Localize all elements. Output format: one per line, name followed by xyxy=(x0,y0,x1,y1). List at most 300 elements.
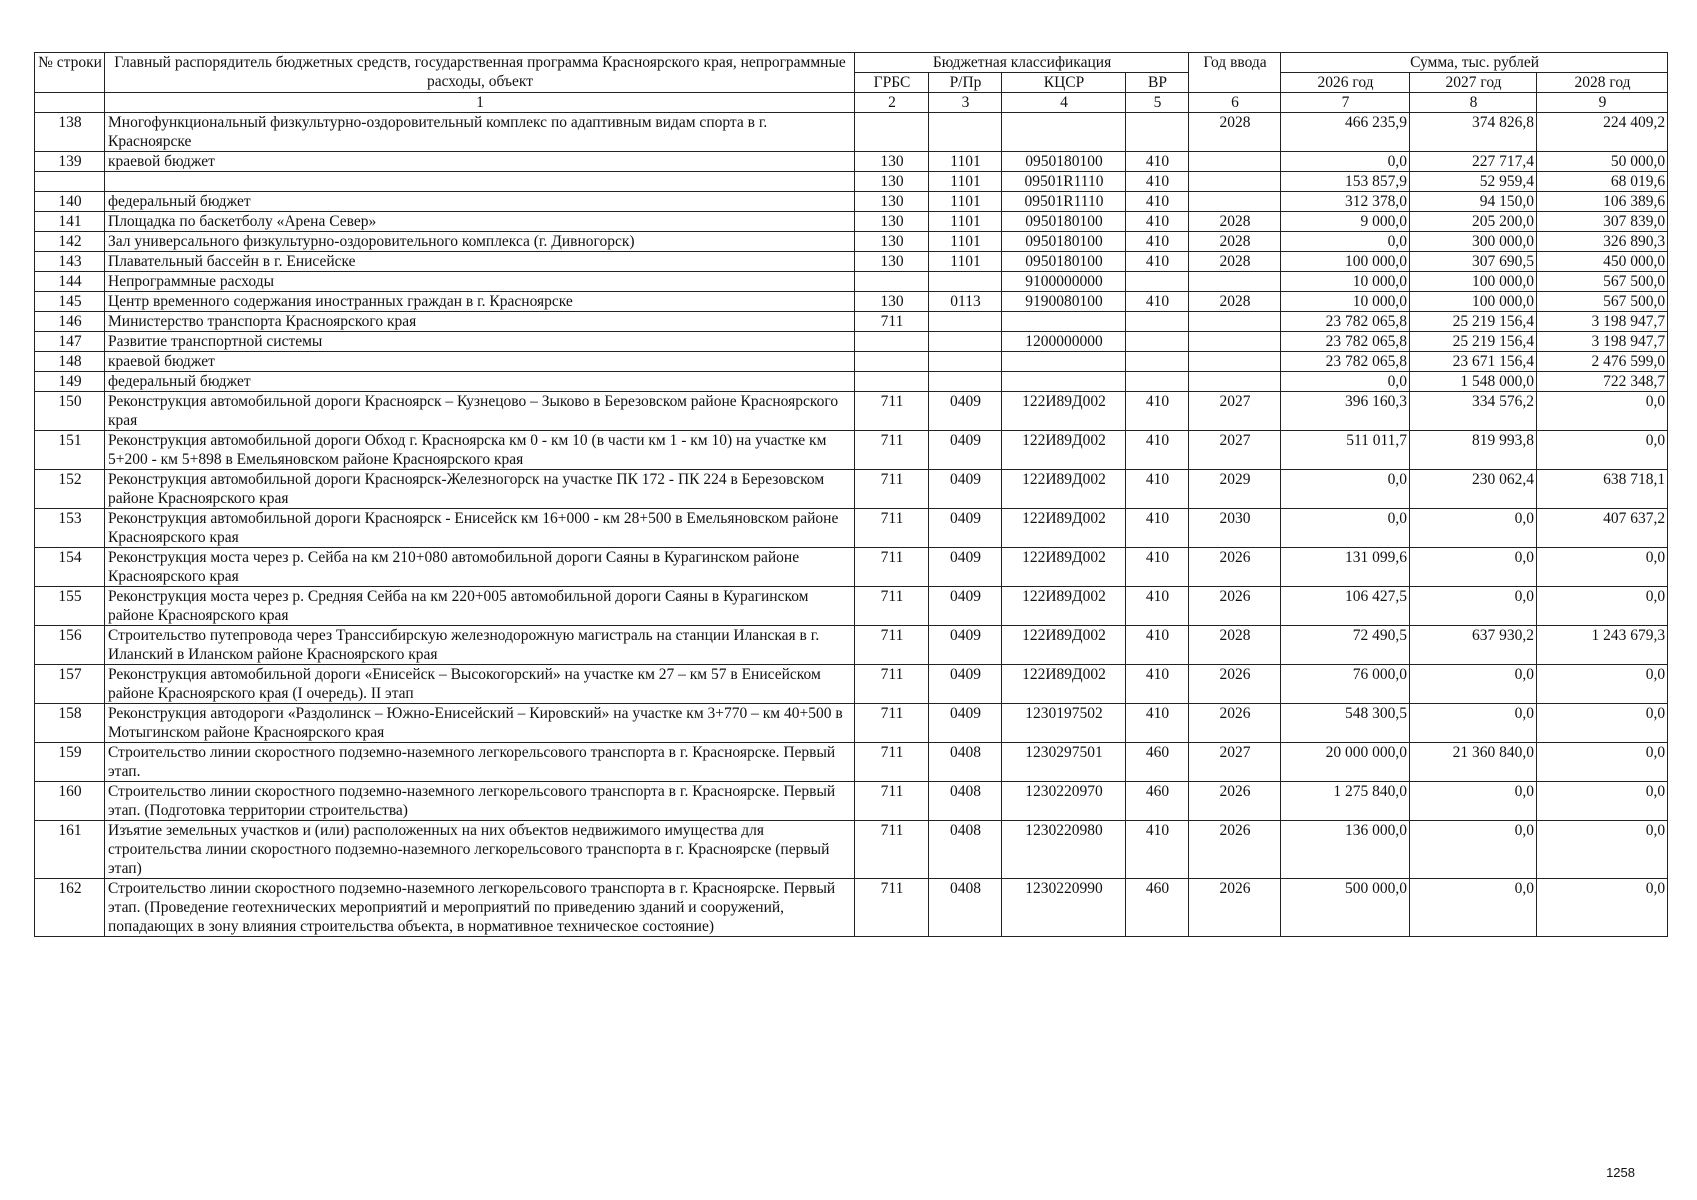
cell-kcsr: 1230220990 xyxy=(1002,879,1126,937)
cell-sum-2027: 23 671 156,4 xyxy=(1410,352,1537,372)
cell-sum-2027: 300 000,0 xyxy=(1410,232,1537,252)
cell-kcsr: 122И89Д002 xyxy=(1002,509,1126,548)
cell-sum-2028: 567 500,0 xyxy=(1537,292,1668,312)
cell-grbs: 130 xyxy=(855,232,929,252)
cell-vr: 410 xyxy=(1126,548,1189,587)
header-name: Главный распорядитель бюджетных средств, государственная программа Красноярского края, непрограммные расходы, объект xyxy=(105,53,855,93)
cell-vr: 410 xyxy=(1126,431,1189,470)
cell-row-no: 138 xyxy=(35,113,105,152)
cell-sum-2027: 637 930,2 xyxy=(1410,626,1537,665)
cell-year: 2028 xyxy=(1189,113,1281,152)
cell-sum-2026: 0,0 xyxy=(1281,232,1410,252)
cell-sum-2027: 0,0 xyxy=(1410,548,1537,587)
header-vr: ВР xyxy=(1126,73,1189,93)
cell-sum-2028: 0,0 xyxy=(1537,665,1668,704)
cell-sum-2026: 466 235,9 xyxy=(1281,113,1410,152)
cell-rpr: 0409 xyxy=(929,587,1002,626)
cell-sum-2026: 72 490,5 xyxy=(1281,626,1410,665)
cell-sum-2028: 450 000,0 xyxy=(1537,252,1668,272)
table-row xyxy=(35,192,1668,212)
table-header xyxy=(35,53,1668,113)
cell-vr: 410 xyxy=(1126,821,1189,879)
cell-row-no: 150 xyxy=(35,392,105,431)
cell-year: 2026 xyxy=(1189,704,1281,743)
cell-kcsr: 1230220980 xyxy=(1002,821,1126,879)
col-number: 5 xyxy=(1126,93,1189,113)
cell-row-no: 145 xyxy=(35,292,105,312)
cell-name: Реконструкция автомобильной дороги Красноярск-Железногорск на участке ПК 172 - ПК 224 в Березовском районе Красноярского края xyxy=(105,470,855,509)
cell-grbs: 711 xyxy=(855,626,929,665)
cell-vr: 410 xyxy=(1126,292,1189,312)
cell-name: Реконструкция моста через р. Средняя Сейба на км 220+005 автомобильной дороги Саяны в Курагинском районе Красноярского края xyxy=(105,587,855,626)
cell-sum-2027: 819 993,8 xyxy=(1410,431,1537,470)
cell-kcsr: 09501R1110 xyxy=(1002,172,1126,192)
cell-kcsr: 1200000000 xyxy=(1002,332,1126,352)
cell-rpr: 1101 xyxy=(929,192,1002,212)
cell-grbs: 130 xyxy=(855,292,929,312)
cell-name: краевой бюджет xyxy=(105,152,855,172)
cell-sum-2027: 94 150,0 xyxy=(1410,192,1537,212)
header-classification: Бюджетная классификация xyxy=(855,53,1189,73)
cell-year: 2028 xyxy=(1189,252,1281,272)
cell-name: Площадка по баскетболу «Арена Север» xyxy=(105,212,855,232)
cell-grbs: 711 xyxy=(855,587,929,626)
header-2028: 2028 год xyxy=(1537,73,1668,93)
cell-sum-2027: 100 000,0 xyxy=(1410,272,1537,292)
cell-rpr: 1101 xyxy=(929,172,1002,192)
cell-name: Непрограммные расходы xyxy=(105,272,855,292)
cell-rpr: 0409 xyxy=(929,665,1002,704)
cell-name: Реконструкция автомобильной дороги Красноярск - Енисейск км 16+000 - км 28+500 в Емельяновском районе Красноярского края xyxy=(105,509,855,548)
cell-rpr xyxy=(929,372,1002,392)
cell-sum-2027: 21 360 840,0 xyxy=(1410,743,1537,782)
cell-sum-2027: 0,0 xyxy=(1410,879,1537,937)
cell-kcsr: 9100000000 xyxy=(1002,272,1126,292)
cell-vr xyxy=(1126,352,1189,372)
cell-grbs: 711 xyxy=(855,782,929,821)
cell-vr: 410 xyxy=(1126,212,1189,232)
cell-year: 2028 xyxy=(1189,232,1281,252)
cell-name: Плавательный бассейн в г. Енисейске xyxy=(105,252,855,272)
col-number: 6 xyxy=(1189,93,1281,113)
cell-sum-2026: 548 300,5 xyxy=(1281,704,1410,743)
cell-name: федеральный бюджет xyxy=(105,192,855,212)
table-row xyxy=(35,352,1668,372)
cell-grbs xyxy=(855,372,929,392)
cell-kcsr xyxy=(1002,312,1126,332)
cell-sum-2026: 23 782 065,8 xyxy=(1281,352,1410,372)
cell-row-no: 151 xyxy=(35,431,105,470)
cell-sum-2027: 25 219 156,4 xyxy=(1410,312,1537,332)
cell-row-no: 153 xyxy=(35,509,105,548)
table-row xyxy=(35,782,1668,821)
cell-sum-2026: 511 011,7 xyxy=(1281,431,1410,470)
cell-grbs: 711 xyxy=(855,312,929,332)
cell-sum-2026: 100 000,0 xyxy=(1281,252,1410,272)
cell-year xyxy=(1189,272,1281,292)
cell-vr xyxy=(1126,312,1189,332)
cell-sum-2027: 0,0 xyxy=(1410,704,1537,743)
cell-sum-2027: 0,0 xyxy=(1410,587,1537,626)
cell-grbs: 711 xyxy=(855,431,929,470)
cell-kcsr: 9190080100 xyxy=(1002,292,1126,312)
cell-year: 2028 xyxy=(1189,292,1281,312)
cell-grbs xyxy=(855,352,929,372)
cell-year: 2027 xyxy=(1189,431,1281,470)
cell-sum-2027: 205 200,0 xyxy=(1410,212,1537,232)
cell-year xyxy=(1189,332,1281,352)
cell-sum-2026: 136 000,0 xyxy=(1281,821,1410,879)
cell-name: Реконструкция автомобильной дороги Красноярск – Кузнецово – Зыково в Березовском районе Красноярского края xyxy=(105,392,855,431)
cell-rpr xyxy=(929,332,1002,352)
cell-year: 2026 xyxy=(1189,782,1281,821)
cell-sum-2027: 0,0 xyxy=(1410,821,1537,879)
cell-row-no: 160 xyxy=(35,782,105,821)
cell-grbs: 711 xyxy=(855,392,929,431)
cell-kcsr: 0950180100 xyxy=(1002,232,1126,252)
cell-sum-2026: 0,0 xyxy=(1281,509,1410,548)
cell-sum-2027: 230 062,4 xyxy=(1410,470,1537,509)
table-row xyxy=(35,626,1668,665)
cell-vr xyxy=(1126,332,1189,352)
cell-sum-2026: 131 099,6 xyxy=(1281,548,1410,587)
cell-sum-2027: 25 219 156,4 xyxy=(1410,332,1537,352)
cell-sum-2028: 722 348,7 xyxy=(1537,372,1668,392)
cell-kcsr: 122И89Д002 xyxy=(1002,665,1126,704)
cell-year xyxy=(1189,152,1281,172)
cell-name: федеральный бюджет xyxy=(105,372,855,392)
cell-vr: 410 xyxy=(1126,626,1189,665)
column-number-row xyxy=(35,93,1668,113)
col-number: 1 xyxy=(105,93,855,113)
cell-grbs: 711 xyxy=(855,470,929,509)
cell-vr xyxy=(1126,372,1189,392)
cell-year: 2026 xyxy=(1189,665,1281,704)
cell-sum-2026: 312 378,0 xyxy=(1281,192,1410,212)
cell-grbs xyxy=(855,113,929,152)
cell-rpr: 0113 xyxy=(929,292,1002,312)
cell-rpr: 1101 xyxy=(929,252,1002,272)
cell-sum-2027: 307 690,5 xyxy=(1410,252,1537,272)
cell-vr: 410 xyxy=(1126,252,1189,272)
cell-year: 2029 xyxy=(1189,470,1281,509)
cell-name: Реконструкция автомобильной дороги Обход г. Красноярска км 0 - км 10 (в части км 1 - км 10) на участке км 5+200 - км 5+898 в Емельяновском районе Красноярского края xyxy=(105,431,855,470)
cell-sum-2028: 68 019,6 xyxy=(1537,172,1668,192)
cell-row-no: 143 xyxy=(35,252,105,272)
cell-row-no: 159 xyxy=(35,743,105,782)
table-row xyxy=(35,821,1668,879)
header-2026: 2026 год xyxy=(1281,73,1410,93)
cell-vr: 460 xyxy=(1126,879,1189,937)
cell-year xyxy=(1189,352,1281,372)
cell-name: Реконструкция моста через р. Сейба на км 210+080 автомобильной дороги Саяны в Курагинском районе Красноярского края xyxy=(105,548,855,587)
cell-row-no: 156 xyxy=(35,626,105,665)
cell-sum-2026: 20 000 000,0 xyxy=(1281,743,1410,782)
cell-sum-2028: 0,0 xyxy=(1537,782,1668,821)
cell-sum-2028: 0,0 xyxy=(1537,392,1668,431)
col-number: 7 xyxy=(1281,93,1410,113)
cell-sum-2027: 0,0 xyxy=(1410,509,1537,548)
cell-kcsr: 0950180100 xyxy=(1002,252,1126,272)
cell-sum-2027: 0,0 xyxy=(1410,782,1537,821)
cell-rpr: 0409 xyxy=(929,470,1002,509)
cell-kcsr: 122И89Д002 xyxy=(1002,431,1126,470)
table-row xyxy=(35,470,1668,509)
cell-sum-2028: 0,0 xyxy=(1537,431,1668,470)
cell-vr: 410 xyxy=(1126,587,1189,626)
cell-year: 2028 xyxy=(1189,212,1281,232)
cell-sum-2028: 3 198 947,7 xyxy=(1537,332,1668,352)
cell-vr xyxy=(1126,113,1189,152)
header-rpr: Р/Пр xyxy=(929,73,1002,93)
cell-sum-2028: 307 839,0 xyxy=(1537,212,1668,232)
cell-name: Строительство линии скоростного подземно-наземного легкорельсового транспорта в г. Красноярске. Первый этап. xyxy=(105,743,855,782)
cell-rpr: 0409 xyxy=(929,548,1002,587)
cell-sum-2028: 326 890,3 xyxy=(1537,232,1668,252)
cell-kcsr: 0950180100 xyxy=(1002,212,1126,232)
cell-year: 2026 xyxy=(1189,879,1281,937)
cell-sum-2028: 0,0 xyxy=(1537,548,1668,587)
cell-year xyxy=(1189,192,1281,212)
cell-name: Многофункциональный физкультурно-оздоровительный комплекс по адаптивным видам спорта в г. Красноярске xyxy=(105,113,855,152)
cell-sum-2028: 106 389,6 xyxy=(1537,192,1668,212)
page-number: 1258 xyxy=(1606,1165,1635,1180)
cell-row-no: 141 xyxy=(35,212,105,232)
cell-name: Зал универсального физкультурно-оздоровительного комплекса (г. Дивногорск) xyxy=(105,232,855,252)
table-row xyxy=(35,232,1668,252)
table-row xyxy=(35,312,1668,332)
cell-rpr xyxy=(929,272,1002,292)
cell-grbs: 711 xyxy=(855,879,929,937)
cell-name xyxy=(105,172,855,192)
cell-rpr: 1101 xyxy=(929,212,1002,232)
header-row-no: № строки xyxy=(35,53,105,93)
cell-sum-2028: 0,0 xyxy=(1537,821,1668,879)
cell-row-no: 142 xyxy=(35,232,105,252)
cell-vr: 460 xyxy=(1126,782,1189,821)
cell-row-no: 139 xyxy=(35,152,105,172)
cell-sum-2027: 0,0 xyxy=(1410,665,1537,704)
cell-rpr: 0409 xyxy=(929,704,1002,743)
cell-name: Строительство путепровода через Транссибирскую железнодорожную магистраль на станции Иланская в г. Иланский в Иланском районе Красноярского края xyxy=(105,626,855,665)
cell-vr: 410 xyxy=(1126,704,1189,743)
cell-kcsr: 09501R1110 xyxy=(1002,192,1126,212)
cell-grbs: 711 xyxy=(855,665,929,704)
table-row xyxy=(35,272,1668,292)
cell-kcsr: 1230297501 xyxy=(1002,743,1126,782)
cell-grbs: 130 xyxy=(855,152,929,172)
cell-row-no: 147 xyxy=(35,332,105,352)
cell-sum-2028: 1 243 679,3 xyxy=(1537,626,1668,665)
table-row xyxy=(35,252,1668,272)
cell-sum-2028: 638 718,1 xyxy=(1537,470,1668,509)
cell-sum-2026: 76 000,0 xyxy=(1281,665,1410,704)
col-number-empty xyxy=(35,93,105,113)
cell-sum-2028: 0,0 xyxy=(1537,879,1668,937)
table-row xyxy=(35,879,1668,937)
header-grbs: ГРБС xyxy=(855,73,929,93)
cell-sum-2026: 23 782 065,8 xyxy=(1281,332,1410,352)
cell-year: 2027 xyxy=(1189,743,1281,782)
cell-name: Реконструкция автомобильной дороги «Енисейск – Высокогорский» на участке км 27 – км 57 в Енисейском районе Красноярского края (I очередь). II этап xyxy=(105,665,855,704)
cell-rpr: 0409 xyxy=(929,392,1002,431)
cell-kcsr: 122И89Д002 xyxy=(1002,587,1126,626)
cell-row-no: 144 xyxy=(35,272,105,292)
cell-rpr xyxy=(929,352,1002,372)
cell-grbs: 711 xyxy=(855,743,929,782)
cell-year: 2026 xyxy=(1189,821,1281,879)
cell-rpr: 0408 xyxy=(929,743,1002,782)
cell-kcsr xyxy=(1002,113,1126,152)
cell-row-no: 154 xyxy=(35,548,105,587)
header-2027: 2027 год xyxy=(1410,73,1537,93)
table-row xyxy=(35,292,1668,312)
cell-sum-2027: 374 826,8 xyxy=(1410,113,1537,152)
cell-grbs xyxy=(855,332,929,352)
cell-row-no: 157 xyxy=(35,665,105,704)
table-row xyxy=(35,113,1668,152)
cell-vr: 410 xyxy=(1126,192,1189,212)
col-number: 4 xyxy=(1002,93,1126,113)
cell-kcsr: 122И89Д002 xyxy=(1002,392,1126,431)
cell-row-no: 146 xyxy=(35,312,105,332)
table-row xyxy=(35,172,1668,192)
budget-table xyxy=(34,52,1668,937)
cell-sum-2028: 50 000,0 xyxy=(1537,152,1668,172)
cell-sum-2026: 0,0 xyxy=(1281,152,1410,172)
cell-vr: 460 xyxy=(1126,743,1189,782)
cell-year: 2030 xyxy=(1189,509,1281,548)
cell-kcsr: 1230197502 xyxy=(1002,704,1126,743)
cell-sum-2026: 10 000,0 xyxy=(1281,292,1410,312)
cell-grbs: 711 xyxy=(855,821,929,879)
table-row xyxy=(35,372,1668,392)
table-row xyxy=(35,743,1668,782)
cell-rpr: 0409 xyxy=(929,626,1002,665)
cell-kcsr: 122И89Д002 xyxy=(1002,470,1126,509)
table-row xyxy=(35,587,1668,626)
table-row xyxy=(35,704,1668,743)
col-number: 2 xyxy=(855,93,929,113)
cell-row-no: 155 xyxy=(35,587,105,626)
cell-row-no: 148 xyxy=(35,352,105,372)
col-number: 3 xyxy=(929,93,1002,113)
cell-rpr: 1101 xyxy=(929,152,1002,172)
cell-vr: 410 xyxy=(1126,470,1189,509)
cell-year xyxy=(1189,372,1281,392)
cell-name: Центр временного содержания иностранных граждан в г. Красноярске xyxy=(105,292,855,312)
table-row xyxy=(35,212,1668,232)
cell-sum-2028: 0,0 xyxy=(1537,743,1668,782)
cell-row-no: 162 xyxy=(35,879,105,937)
cell-name: Развитие транспортной системы xyxy=(105,332,855,352)
cell-name: краевой бюджет xyxy=(105,352,855,372)
cell-rpr: 1101 xyxy=(929,232,1002,252)
cell-sum-2026: 153 857,9 xyxy=(1281,172,1410,192)
cell-year xyxy=(1189,172,1281,192)
cell-vr: 410 xyxy=(1126,665,1189,704)
cell-kcsr xyxy=(1002,372,1126,392)
cell-row-no xyxy=(35,172,105,192)
cell-kcsr xyxy=(1002,352,1126,372)
cell-rpr: 0409 xyxy=(929,509,1002,548)
cell-row-no: 140 xyxy=(35,192,105,212)
cell-vr: 410 xyxy=(1126,392,1189,431)
cell-sum-2027: 52 959,4 xyxy=(1410,172,1537,192)
cell-sum-2027: 334 576,2 xyxy=(1410,392,1537,431)
cell-kcsr: 122И89Д002 xyxy=(1002,548,1126,587)
cell-rpr: 0408 xyxy=(929,782,1002,821)
table-row xyxy=(35,332,1668,352)
cell-sum-2026: 0,0 xyxy=(1281,372,1410,392)
cell-grbs: 130 xyxy=(855,192,929,212)
cell-grbs: 130 xyxy=(855,212,929,232)
table-row xyxy=(35,152,1668,172)
cell-name: Министерство транспорта Красноярского края xyxy=(105,312,855,332)
cell-sum-2026: 9 000,0 xyxy=(1281,212,1410,232)
cell-kcsr: 122И89Д002 xyxy=(1002,626,1126,665)
cell-sum-2028: 0,0 xyxy=(1537,704,1668,743)
cell-row-no: 161 xyxy=(35,821,105,879)
col-number: 8 xyxy=(1410,93,1537,113)
cell-vr: 410 xyxy=(1126,232,1189,252)
cell-sum-2026: 0,0 xyxy=(1281,470,1410,509)
cell-sum-2026: 500 000,0 xyxy=(1281,879,1410,937)
cell-grbs: 711 xyxy=(855,509,929,548)
col-number: 9 xyxy=(1537,93,1668,113)
table-row xyxy=(35,431,1668,470)
cell-kcsr: 0950180100 xyxy=(1002,152,1126,172)
cell-sum-2026: 23 782 065,8 xyxy=(1281,312,1410,332)
cell-rpr xyxy=(929,312,1002,332)
cell-sum-2026: 396 160,3 xyxy=(1281,392,1410,431)
header-sum: Сумма, тыс. рублей xyxy=(1281,53,1668,73)
cell-grbs: 711 xyxy=(855,704,929,743)
cell-sum-2026: 10 000,0 xyxy=(1281,272,1410,292)
table-row xyxy=(35,665,1668,704)
cell-kcsr: 1230220970 xyxy=(1002,782,1126,821)
cell-vr: 410 xyxy=(1126,509,1189,548)
cell-vr: 410 xyxy=(1126,152,1189,172)
header-year: Год ввода xyxy=(1189,53,1281,93)
cell-year: 2026 xyxy=(1189,587,1281,626)
cell-sum-2027: 1 548 000,0 xyxy=(1410,372,1537,392)
cell-grbs xyxy=(855,272,929,292)
cell-year: 2027 xyxy=(1189,392,1281,431)
table-row xyxy=(35,392,1668,431)
cell-sum-2028: 2 476 599,0 xyxy=(1537,352,1668,372)
cell-row-no: 158 xyxy=(35,704,105,743)
cell-sum-2027: 100 000,0 xyxy=(1410,292,1537,312)
budget-table-sheet xyxy=(34,52,1668,937)
cell-rpr: 0409 xyxy=(929,431,1002,470)
cell-name: Реконструкция автодороги «Раздолинск – Южно-Енисейский – Кировский» на участке км 3+770 – км 40+500 в Мотыгинском районе Красноярского края xyxy=(105,704,855,743)
cell-vr xyxy=(1126,272,1189,292)
cell-grbs: 130 xyxy=(855,172,929,192)
cell-rpr xyxy=(929,113,1002,152)
cell-name: Строительство линии скоростного подземно-наземного легкорельсового транспорта в г. Красноярске. Первый этап. (Подготовка территории строительства) xyxy=(105,782,855,821)
cell-sum-2028: 407 637,2 xyxy=(1537,509,1668,548)
cell-sum-2028: 567 500,0 xyxy=(1537,272,1668,292)
cell-year: 2026 xyxy=(1189,548,1281,587)
cell-sum-2027: 227 717,4 xyxy=(1410,152,1537,172)
header-kcsr: КЦСР xyxy=(1002,73,1126,93)
cell-vr: 410 xyxy=(1126,172,1189,192)
cell-grbs: 130 xyxy=(855,252,929,272)
cell-row-no: 152 xyxy=(35,470,105,509)
cell-name: Строительство линии скоростного подземно-наземного легкорельсового транспорта в г. Красноярске. Первый этап. (Проведение геотехнических мероприятий и мероприятий по приведению зданий и сооружений, попадающих в зону влияния строительства объекта, в нормативное техническое состояние) xyxy=(105,879,855,937)
cell-sum-2028: 3 198 947,7 xyxy=(1537,312,1668,332)
